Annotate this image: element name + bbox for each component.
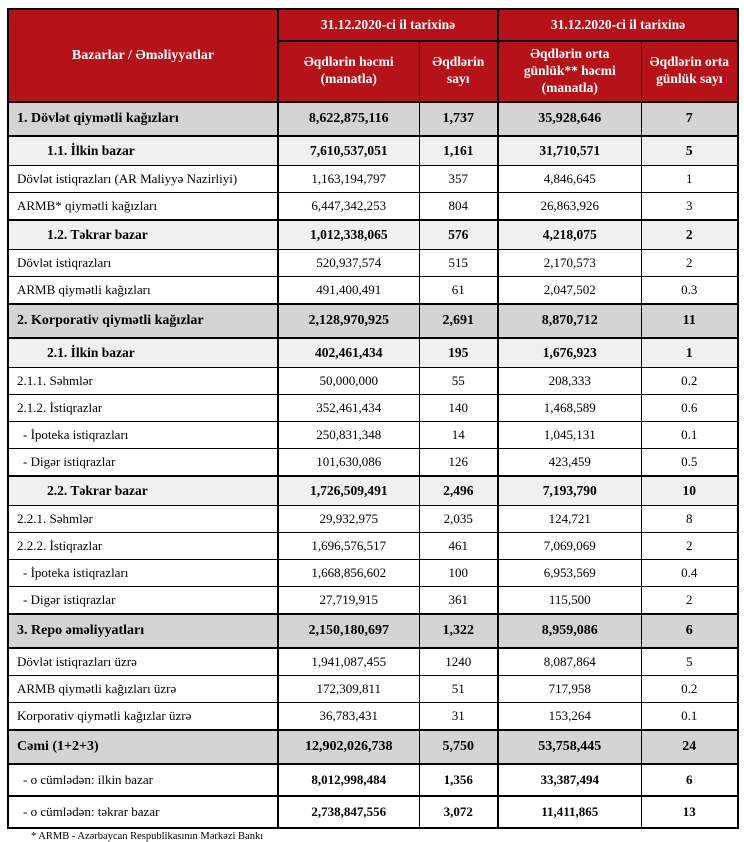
cell-avg-volume: 31,710,571 bbox=[498, 136, 641, 166]
table-row bbox=[8, 614, 738, 648]
cell-avg-volume: 4,846,645 bbox=[498, 165, 641, 192]
cell-avg-volume: 1,676,923 bbox=[498, 338, 641, 368]
cell-avg-count: 0.2 bbox=[641, 367, 738, 394]
table-row bbox=[8, 559, 738, 586]
cell-avg-volume: 4,218,075 bbox=[498, 220, 641, 250]
row-label: - Digər istiqrazlar bbox=[8, 586, 278, 614]
table-header bbox=[8, 9, 738, 102]
cell-avg-volume: 423,459 bbox=[498, 448, 641, 476]
cell-count: 5,750 bbox=[419, 730, 498, 764]
cell-avg-volume: 26,863,926 bbox=[498, 192, 641, 220]
cell-count: 2,496 bbox=[419, 476, 498, 506]
cell-count: 195 bbox=[419, 338, 498, 368]
table-row bbox=[8, 730, 738, 764]
cell-volume: 1,668,856,602 bbox=[278, 559, 419, 586]
cell-avg-count: 8 bbox=[641, 505, 738, 532]
cell-avg-count: 11 bbox=[641, 304, 738, 338]
cell-volume: 6,447,342,253 bbox=[278, 192, 419, 220]
cell-avg-volume: 35,928,646 bbox=[498, 102, 641, 136]
table-row bbox=[8, 338, 738, 368]
cell-volume: 36,783,431 bbox=[278, 702, 419, 730]
cell-volume: 27,719,915 bbox=[278, 586, 419, 614]
cell-avg-volume: 6,953,569 bbox=[498, 559, 641, 586]
row-label: 2. Korporativ qiymətli kağızlar bbox=[8, 304, 278, 338]
row-label: 3. Repo əməliyyatları bbox=[8, 614, 278, 648]
cell-volume: 2,738,847,556 bbox=[278, 796, 419, 828]
cell-avg-count: 1 bbox=[641, 338, 738, 368]
cell-volume: 1,012,338,065 bbox=[278, 220, 419, 250]
row-label: ARMB qiymətli kağızları üzrə bbox=[8, 675, 278, 702]
cell-avg-count: 3 bbox=[641, 192, 738, 220]
cell-avg-volume: 8,870,712 bbox=[498, 304, 641, 338]
cell-avg-volume: 2,047,502 bbox=[498, 276, 641, 304]
row-label: Korporativ qiymətli kağızlar üzrə bbox=[8, 702, 278, 730]
table-row bbox=[8, 448, 738, 476]
table-row bbox=[8, 136, 738, 166]
cell-count: 357 bbox=[419, 165, 498, 192]
cell-volume: 2,128,970,925 bbox=[278, 304, 419, 338]
cell-avg-volume: 208,333 bbox=[498, 367, 641, 394]
row-label: Cəmi (1+2+3) bbox=[8, 730, 278, 764]
cell-avg-count: 2 bbox=[641, 220, 738, 250]
table-row bbox=[8, 220, 738, 250]
cell-avg-volume: 717,958 bbox=[498, 675, 641, 702]
table-row bbox=[8, 304, 738, 338]
cell-volume: 8,622,875,116 bbox=[278, 102, 419, 136]
row-label: - Digər istiqrazlar bbox=[8, 448, 278, 476]
cell-avg-volume: 153,264 bbox=[498, 702, 641, 730]
securities-market-table bbox=[7, 8, 739, 829]
table-row bbox=[8, 586, 738, 614]
cell-avg-volume: 115,500 bbox=[498, 586, 641, 614]
header-group-date-2: 31.12.2020-ci il tarixinə bbox=[498, 9, 738, 41]
cell-avg-volume: 33,387,494 bbox=[498, 764, 641, 796]
table-body bbox=[8, 102, 738, 828]
cell-avg-volume: 8,959,086 bbox=[498, 614, 641, 648]
cell-volume: 402,461,434 bbox=[278, 338, 419, 368]
header-group-date-1: 31.12.2020-ci il tarixinə bbox=[278, 9, 498, 41]
cell-volume: 352,461,434 bbox=[278, 394, 419, 421]
cell-count: 100 bbox=[419, 559, 498, 586]
cell-avg-count: 6 bbox=[641, 614, 738, 648]
header-avg-daily-volume: Əqdlərin orta günlük** həcmi (manatla) bbox=[498, 41, 641, 102]
cell-count: 55 bbox=[419, 367, 498, 394]
row-label: 1.1. İlkin bazar bbox=[8, 136, 278, 166]
cell-count: 1240 bbox=[419, 648, 498, 676]
cell-volume: 520,937,574 bbox=[278, 249, 419, 276]
table-row bbox=[8, 764, 738, 796]
row-label: - İpoteka istiqrazları bbox=[8, 421, 278, 448]
table-row bbox=[8, 421, 738, 448]
cell-avg-count: 5 bbox=[641, 136, 738, 166]
cell-count: 14 bbox=[419, 421, 498, 448]
cell-avg-count: 0.4 bbox=[641, 559, 738, 586]
cell-volume: 172,309,811 bbox=[278, 675, 419, 702]
cell-count: 2,035 bbox=[419, 505, 498, 532]
table-row bbox=[8, 675, 738, 702]
cell-avg-count: 24 bbox=[641, 730, 738, 764]
cell-volume: 29,932,975 bbox=[278, 505, 419, 532]
cell-volume: 8,012,998,484 bbox=[278, 764, 419, 796]
cell-volume: 491,400,491 bbox=[278, 276, 419, 304]
cell-volume: 1,696,576,517 bbox=[278, 532, 419, 559]
cell-volume: 1,163,194,797 bbox=[278, 165, 419, 192]
row-label: 2.1.2. İstiqrazlar bbox=[8, 394, 278, 421]
table-row bbox=[8, 367, 738, 394]
row-label: 2.2. Təkrar bazar bbox=[8, 476, 278, 506]
row-label: 2.1.1. Səhmlər bbox=[8, 367, 278, 394]
cell-avg-count: 2 bbox=[641, 249, 738, 276]
cell-count: 2,691 bbox=[419, 304, 498, 338]
cell-count: 140 bbox=[419, 394, 498, 421]
cell-volume: 12,902,026,738 bbox=[278, 730, 419, 764]
header-deal-volume: Əqdlərin həcmi (manatla) bbox=[278, 41, 419, 102]
cell-count: 461 bbox=[419, 532, 498, 559]
cell-count: 1,737 bbox=[419, 102, 498, 136]
table-row bbox=[8, 192, 738, 220]
row-label: Dövlət istiqrazları bbox=[8, 249, 278, 276]
header-deal-count: Əqdlərin sayı bbox=[419, 41, 498, 102]
cell-avg-volume: 1,468,589 bbox=[498, 394, 641, 421]
cell-avg-count: 0.5 bbox=[641, 448, 738, 476]
cell-count: 804 bbox=[419, 192, 498, 220]
cell-avg-volume: 124,721 bbox=[498, 505, 641, 532]
table-row bbox=[8, 796, 738, 828]
row-label: - o cümlədən: ilkin bazar bbox=[8, 764, 278, 796]
cell-avg-count: 0.6 bbox=[641, 394, 738, 421]
cell-avg-volume: 8,087,864 bbox=[498, 648, 641, 676]
row-label: 1.2. Təkrar bazar bbox=[8, 220, 278, 250]
cell-avg-volume: 53,758,445 bbox=[498, 730, 641, 764]
cell-avg-count: 0.1 bbox=[641, 421, 738, 448]
table-row bbox=[8, 394, 738, 421]
cell-count: 126 bbox=[419, 448, 498, 476]
table-row bbox=[8, 505, 738, 532]
cell-count: 1,356 bbox=[419, 764, 498, 796]
cell-count: 1,161 bbox=[419, 136, 498, 166]
header-avg-daily-count: Əqdlərin orta günlük sayı bbox=[641, 41, 738, 102]
cell-avg-volume: 11,411,865 bbox=[498, 796, 641, 828]
cell-avg-count: 0.2 bbox=[641, 675, 738, 702]
row-label: 2.2.2. İstiqrazlar bbox=[8, 532, 278, 559]
cell-avg-count: 5 bbox=[641, 648, 738, 676]
cell-volume: 1,941,087,455 bbox=[278, 648, 419, 676]
cell-avg-count: 10 bbox=[641, 476, 738, 506]
cell-count: 3,072 bbox=[419, 796, 498, 828]
row-label: - İpoteka istiqrazları bbox=[8, 559, 278, 586]
cell-count: 51 bbox=[419, 675, 498, 702]
cell-count: 361 bbox=[419, 586, 498, 614]
cell-count: 31 bbox=[419, 702, 498, 730]
table-row bbox=[8, 276, 738, 304]
cell-volume: 101,630,086 bbox=[278, 448, 419, 476]
row-label: Dövlət istiqrazları (AR Maliyyə Nazirliyi) bbox=[8, 165, 278, 192]
cell-avg-volume: 7,193,790 bbox=[498, 476, 641, 506]
table-row bbox=[8, 249, 738, 276]
cell-avg-count: 13 bbox=[641, 796, 738, 828]
footnote-armb: * ARMB - Azərbaycan Respublikasının Mərkəzi Bankı bbox=[31, 830, 264, 842]
row-label: ARMB* qiymətli kağızları bbox=[8, 192, 278, 220]
cell-avg-count: 1 bbox=[641, 165, 738, 192]
row-label: 2.1. İlkin bazar bbox=[8, 338, 278, 368]
cell-volume: 7,610,537,051 bbox=[278, 136, 419, 166]
cell-volume: 250,831,348 bbox=[278, 421, 419, 448]
row-label: 1. Dövlət qiymətli kağızları bbox=[8, 102, 278, 136]
cell-count: 515 bbox=[419, 249, 498, 276]
table-row bbox=[8, 702, 738, 730]
row-label: Dövlət istiqrazları üzrə bbox=[8, 648, 278, 676]
row-label: - o cümlədən: təkrar bazar bbox=[8, 796, 278, 828]
cell-volume: 1,726,509,491 bbox=[278, 476, 419, 506]
cell-count: 61 bbox=[419, 276, 498, 304]
cell-avg-count: 0.3 bbox=[641, 276, 738, 304]
cell-avg-count: 6 bbox=[641, 764, 738, 796]
cell-volume: 2,150,180,697 bbox=[278, 614, 419, 648]
cell-volume: 50,000,000 bbox=[278, 367, 419, 394]
row-label: 2.2.1. Səhmlər bbox=[8, 505, 278, 532]
cell-count: 1,322 bbox=[419, 614, 498, 648]
cell-count: 576 bbox=[419, 220, 498, 250]
cell-avg-volume: 7,069,069 bbox=[498, 532, 641, 559]
table-row bbox=[8, 476, 738, 506]
cell-avg-count: 2 bbox=[641, 532, 738, 559]
cell-avg-count: 7 bbox=[641, 102, 738, 136]
table-row bbox=[8, 165, 738, 192]
cell-avg-count: 2 bbox=[641, 586, 738, 614]
cell-avg-volume: 1,045,131 bbox=[498, 421, 641, 448]
table-row bbox=[8, 532, 738, 559]
table-row bbox=[8, 102, 738, 136]
cell-avg-volume: 2,170,573 bbox=[498, 249, 641, 276]
header-markets-operations: Bazarlar / Əməliyyatlar bbox=[8, 9, 278, 102]
table-row bbox=[8, 648, 738, 676]
row-label: ARMB qiymətli kağızları bbox=[8, 276, 278, 304]
cell-avg-count: 0.1 bbox=[641, 702, 738, 730]
